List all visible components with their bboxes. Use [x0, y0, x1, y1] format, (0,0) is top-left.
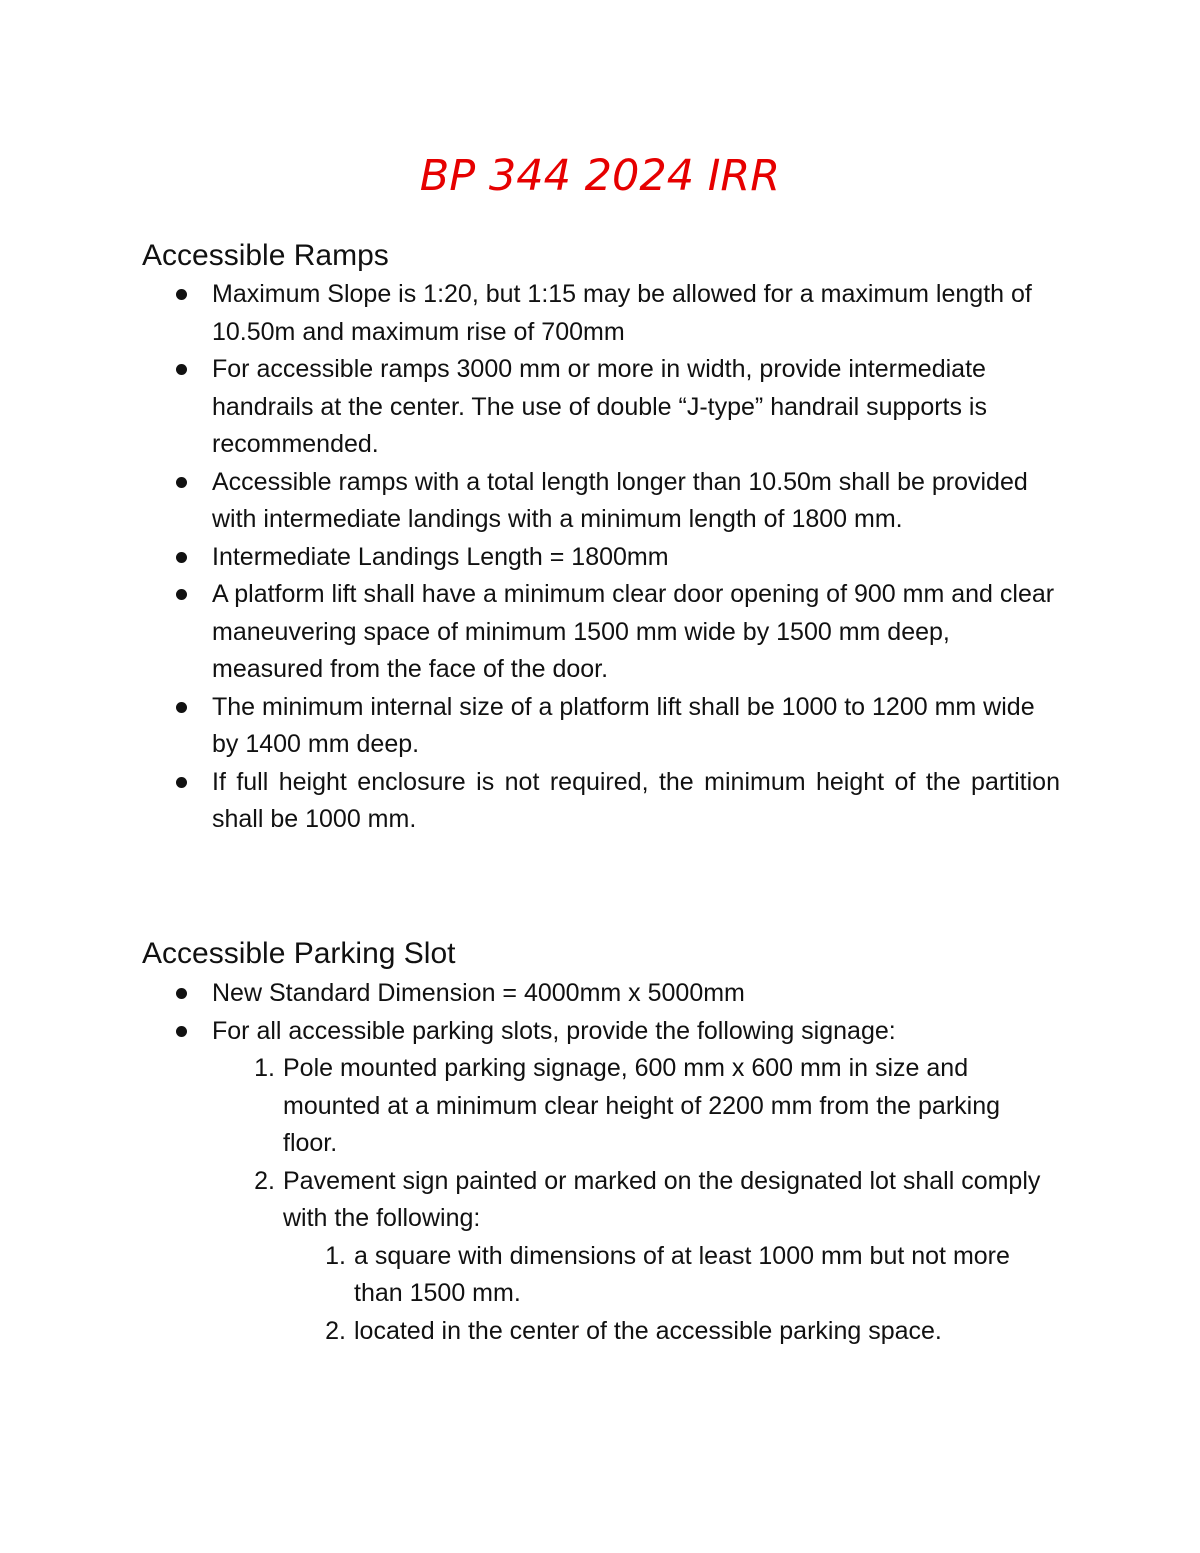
item-number: 2.	[254, 1166, 275, 1195]
list-item-text: New Standard Dimension = 4000mm x 5000mm	[212, 979, 745, 1007]
numbered-item	[254, 1050, 1060, 1163]
section-heading-accessible-parking-slot: Accessible Parking Slot	[142, 937, 456, 970]
list-item	[212, 576, 1060, 689]
numbered-subitem-text: a square with dimensions of at least 1000 mm but not more than 1500 mm.	[354, 1241, 1010, 1307]
list-item-text: For all accessible parking slots, provide the following signage:	[212, 1016, 896, 1045]
list-item	[212, 764, 1060, 839]
list-item-text: The minimum internal size of a platform lift shall be 1000 to 1200 mm wide by 1400 mm deep.	[212, 692, 1035, 758]
numbered-item-text: Pavement sign painted or marked on the designated lot shall comply with the following:	[283, 1166, 1041, 1232]
list-item	[212, 975, 1060, 1013]
list-item	[212, 351, 1060, 464]
list-item-text: Accessible ramps with a total length longer than 10.50m shall be provided with intermediate landings with a minimum length of 1800 mm.	[212, 467, 1028, 533]
list-item-text: Maximum Slope is 1:20, but 1:15 may be allowed for a maximum length of 10.50m and maximum rise of 700mm	[212, 280, 1032, 346]
bullet-icon	[176, 552, 187, 563]
bullet-icon	[176, 777, 187, 788]
list-item-text: For accessible ramps 3000 mm or more in width, provide intermediate handrails at the center. The use of double “J-type” handrail supports is recommended.	[212, 355, 987, 458]
list-item	[212, 539, 1060, 577]
list-item	[212, 1013, 1060, 1351]
accessible-parking-list	[212, 975, 1060, 1350]
list-item	[212, 276, 1060, 351]
list-item-text: A platform lift shall have a minimum clear door opening of 900 mm and clear maneuvering space of minimum 1500 mm wide by 1500 mm deep, measured from the face of the door.	[212, 580, 1055, 683]
bullet-icon	[176, 1026, 187, 1037]
item-number: 1.	[325, 1241, 346, 1270]
signage-list	[254, 1050, 1060, 1350]
numbered-subitem	[325, 1313, 1054, 1351]
item-number: 2.	[325, 1316, 346, 1345]
item-number: 1.	[254, 1054, 275, 1082]
list-item-text: Intermediate Landings Length = 1800mm	[212, 542, 669, 571]
list-item	[212, 689, 1060, 764]
bullet-icon	[176, 289, 187, 300]
document-title: BP 344 2024 IRR	[419, 151, 781, 201]
numbered-item-text: Pole mounted parking signage, 600 mm x 600 mm in size and mounted at a minimum clear height of 2200 mm from the parking floor.	[283, 1054, 1001, 1157]
numbered-subitem	[325, 1238, 1054, 1313]
bullet-icon	[176, 988, 187, 999]
bullet-icon	[176, 477, 187, 488]
bullet-icon	[176, 702, 187, 713]
bullet-icon	[176, 589, 187, 600]
pavement-sign-requirements-list	[325, 1238, 1054, 1351]
bullet-icon	[176, 364, 187, 375]
numbered-item	[254, 1163, 1060, 1351]
section-heading-accessible-ramps: Accessible Ramps	[142, 239, 389, 272]
list-item	[212, 464, 1060, 539]
list-item-text: If full height enclosure is not required, the minimum height of the partition shall be 1000 mm.	[212, 767, 1060, 833]
accessible-ramps-list	[212, 276, 1060, 839]
numbered-subitem-text: located in the center of the accessible parking space.	[354, 1316, 942, 1345]
